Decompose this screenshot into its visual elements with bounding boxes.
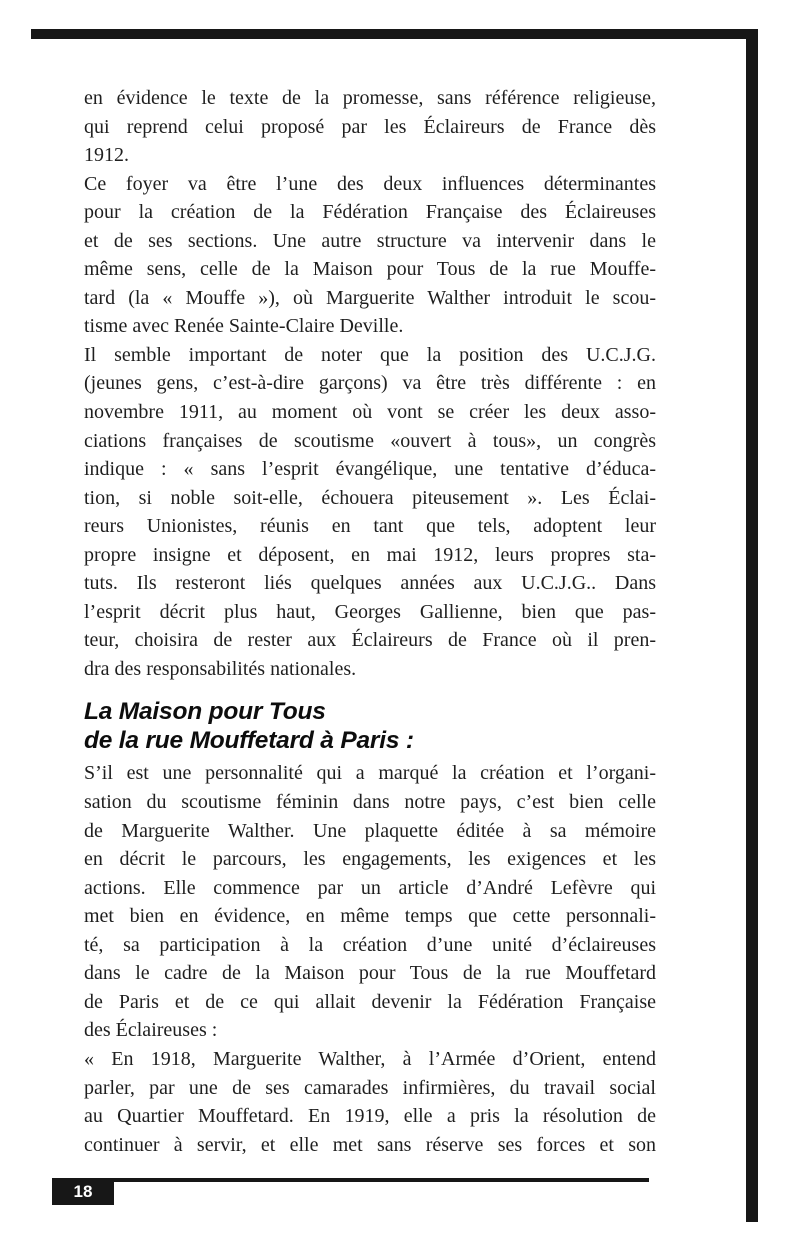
page-number-badge [52,1178,114,1205]
page-number: 18 [73,1181,93,1201]
text-line: teur, choisira de rester aux Éclaireurs de France où il pren- [84,629,656,652]
text-line: parler, par une de ses camarades infirmières, du travail social [84,1076,656,1099]
text-line: de Marguerite Walther. Une plaquette éditée à sa mémoire [84,819,656,842]
text-line: dra des responsabilités nationales. [84,657,357,680]
text-line: Il semble important de noter que la position des U.C.J.G. [84,343,656,366]
text-line: même sens, celle de la Maison pour Tous de la rue Mouffe- [84,258,656,281]
text-line: l’esprit décrit plus haut, Georges Gallienne, bien que pas- [84,600,656,623]
text-line: actions. Elle commence par un article d’André Lefèvre qui [84,876,656,899]
text-line: tuts. Ils resteront liés quelques années aux U.C.J.G.. Dans [84,572,656,595]
text-line: dans le cadre de la Maison pour Tous de la rue Mouffetard [84,962,656,985]
text-line: met bien en évidence, en même temps que cette personnali- [84,905,656,928]
text-line: reurs Unionistes, réunis en tant que tels, adoptent leur [84,515,656,538]
text-line: tard (la « Mouffe »), où Marguerite Walther introduit le scou- [84,286,656,309]
text-line: S’il est une personnalité qui a marqué la création et l’organi- [84,762,656,785]
page-border-top-rule [31,29,758,39]
section-heading-line2: de la rue Mouffetard à Paris : [84,727,414,755]
text-line: propre insigne et déposent, en mai 1912, leurs propres sta- [84,543,656,566]
text-line: (jeunes gens, c’est-à-dire garçons) va être très différente : en [84,372,656,395]
section-heading [84,697,656,755]
text-line: en décrit le parcours, les engagements, les exigences et les [84,848,656,871]
text-line: qui reprend celui proposé par les Éclaireurs de France dès [84,115,656,138]
text-line: « En 1918, Marguerite Walther, à l’Armée d’Orient, entend [84,1047,656,1070]
text-line: et de ses sections. Une autre structure va intervenir dans le [84,229,656,252]
text-line: tisme avec Renée Sainte-Claire Deville. [84,315,404,338]
text-line: des Éclaireuses : [84,1019,218,1042]
text-line: novembre 1911, au moment où vont se créer les deux asso- [84,401,656,424]
text-line: 1912. [84,144,129,167]
text-line: sation du scoutisme féminin dans notre pays, c’est bien celle [84,791,656,814]
text-line: ciations françaises de scoutisme «ouvert à tous», un congrès [84,429,656,452]
text-line: continuer à servir, et elle met sans réserve ses forces et son [84,1133,656,1156]
text-line: en évidence le texte de la promesse, sans référence religieuse, [84,87,656,109]
section-heading-line1: La Maison pour Tous [84,698,326,726]
text-line: pour la création de la Fédération Française des Éclaireuses [84,201,656,224]
text-line: de Paris et de ce qui allait devenir la Fédération Française [84,990,656,1013]
text-line: tion, si noble soit-elle, échouera piteusement ». Les Éclai- [84,486,656,509]
page-border-right-rule [746,29,758,1222]
footer-rule [114,1178,649,1182]
text-line: té, sa participation à la création d’une unité d’éclaireuses [84,933,656,956]
text-line: Ce foyer va être l’une des deux influences déterminantes [84,172,656,195]
body-text-column [84,84,656,1159]
text-line: au Quartier Mouffetard. En 1919, elle a pris la résolution de [84,1105,656,1128]
text-line: indique : « sans l’esprit évangélique, une tentative d’éduca- [84,458,656,481]
